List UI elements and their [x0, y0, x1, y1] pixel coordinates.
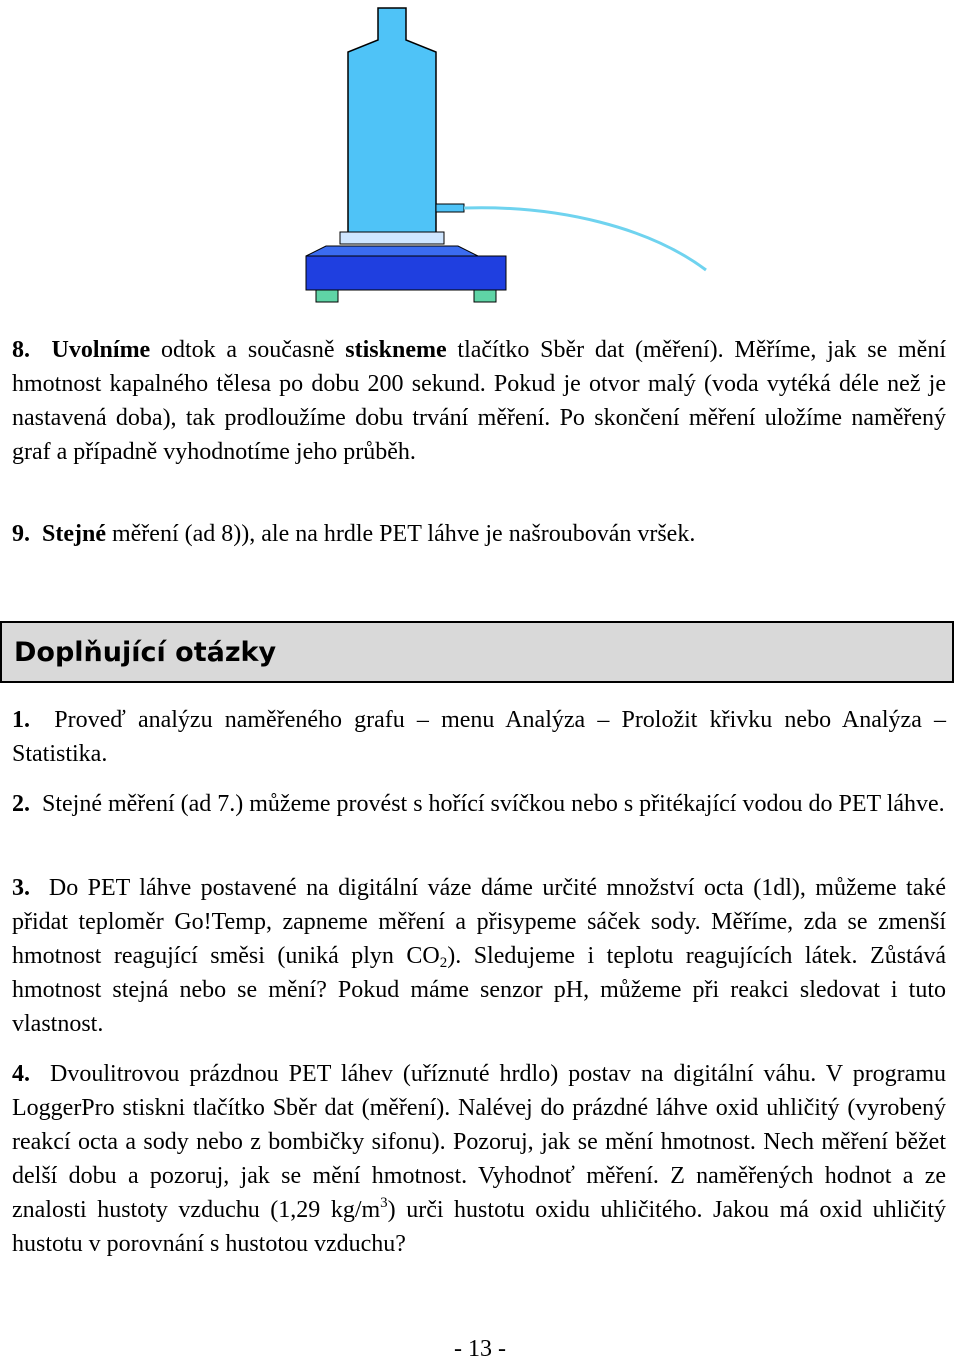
section-heading-box — [0, 621, 954, 683]
question-3 — [12, 871, 946, 1041]
question-text: ) urči hustotu oxidu uhličitého. Jakou má oxid uhličitý hustotu v porovnání s hustotou vzduchu? — [12, 1197, 946, 1257]
superscript: 3 — [380, 1195, 388, 1211]
question-text: ). Sledujeme i teplotu reagujících látek. Zůstává hmotnost stejná nebo se mění? Pokud máme senzor pH, můžeme při reakci sledovat i tuto vlastnost. — [12, 943, 947, 1037]
question-1 — [12, 703, 946, 771]
scale-foot-left — [316, 290, 338, 302]
outlet-spout — [436, 204, 464, 212]
scale-body — [306, 256, 506, 290]
scale-foot-right — [474, 290, 496, 302]
step-9 — [12, 517, 946, 551]
question-text: Stejné měření (ad 7.) můžeme provést s hořící svíčkou nebo s přitékající vodou do PET láhve. — [42, 791, 945, 817]
section-heading: Doplňující otázky — [14, 637, 277, 668]
bottle-base — [340, 232, 444, 244]
step-number: 9. — [12, 521, 30, 547]
question-number: 3. — [12, 875, 30, 901]
question-text: Dvoulitrovou prázdnou PET láhev (uříznuté hrdlo) postav na digitální váhu. V programu LoggerPro stiskni tlačítko Sběr dat (měření). Nalévej do prázdné láhve oxid uhličitý (vyrobený reakcí octa a sody nebo z bombičky sifonu). Pozoruj, jak se mění hmotnost. Nech měření běžet delší dobu a pozoruj, jak se mění hmotnost. Vyhodnoť měření. Z naměřených hodnot a ze znalosti hustoty vzduchu (1,29 kg/m — [12, 1061, 946, 1223]
step-text: odtok a současně — [150, 337, 346, 363]
question-text: Proveď analýzu naměřeného grafu – menu Analýza – Proložit křivku nebo Analýza – Statistika. — [12, 707, 946, 767]
question-number: 4. — [12, 1061, 30, 1087]
step-text: měření (ad 8)), ale na hrdle PET láhve je našroubován vršek. — [105, 521, 696, 547]
bold-word: Stejné — [42, 521, 106, 547]
step-text: tlačítko Sběr dat (měření). Měříme, jak se mění hmotnost kapalného tělesa po dobu 200 sekund. Pokud je otvor malý (voda vytéká déle než je nastavená doba), tak prodloužíme dobu trvání měření. Po skončení měření uložíme naměřený graf a případně vyhodnotíme jeho průběh. — [12, 337, 946, 465]
question-text: Do PET láhve postavené na digitální váze dáme určité množství octa (1dl), můžeme také přidat teploměr Go!Temp, zapneme měření a přisypeme sáček sody. Měříme, zda se zmenší hmotnost reagující směsi (uniká plyn CO — [12, 875, 946, 969]
scale-top — [306, 246, 478, 256]
bottle-on-scale-illustration — [290, 0, 730, 310]
question-2 — [12, 787, 946, 821]
question-number: 2. — [12, 791, 30, 817]
step-8 — [12, 333, 946, 469]
bottle-water — [348, 8, 436, 234]
subscript: 2 — [439, 955, 448, 971]
bold-word: Uvolníme — [51, 337, 151, 363]
question-number: 1. — [12, 707, 30, 733]
bold-word: stiskneme — [345, 337, 447, 363]
question-4 — [12, 1057, 946, 1261]
page-number: - 13 - — [454, 1336, 506, 1362]
step-number: 8. — [12, 337, 30, 363]
